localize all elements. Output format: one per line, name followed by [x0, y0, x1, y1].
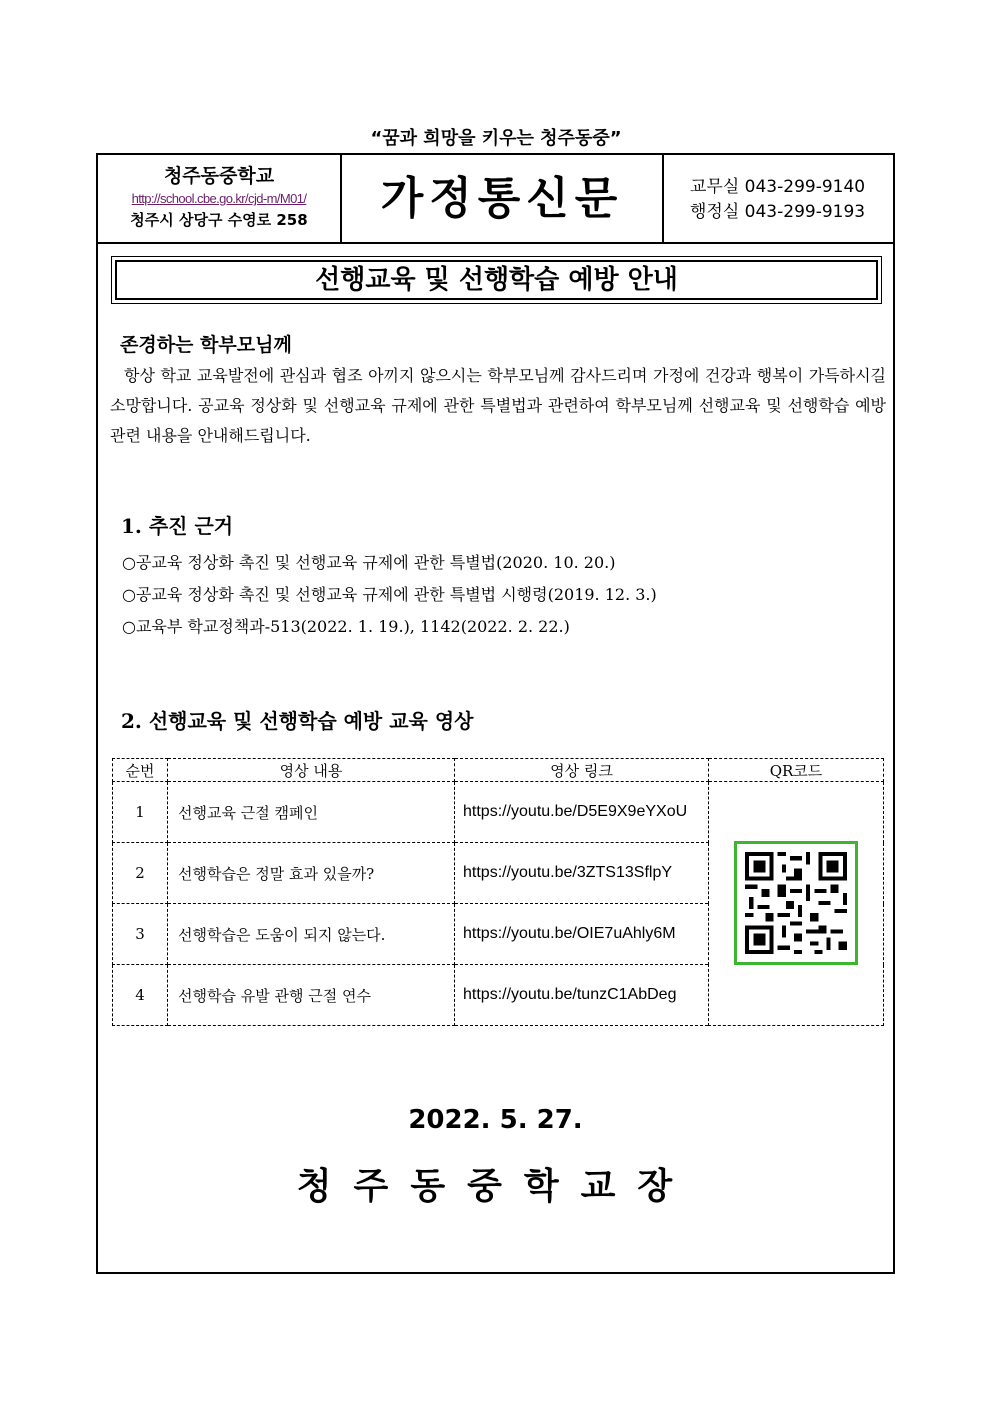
video-link[interactable]: https://youtu.be/tunzC1AbDeg — [455, 965, 709, 1026]
contact-admin: 행정실 043-299-9193 — [690, 202, 866, 222]
contact-academic: 교무실 043-299-9140 — [690, 177, 866, 197]
school-name: 청주동중학교 — [163, 165, 275, 187]
section1-heading: 1. 추진 근거 — [121, 514, 234, 538]
video-link[interactable]: https://youtu.be/OIE7uAhly6M — [455, 904, 709, 965]
basis-item: ○교육부 학교정책과-513(2022. 1. 19.), 1142(2022. 2. 22.) — [122, 617, 570, 636]
row-number: 4 — [113, 965, 168, 1026]
contact-info — [664, 155, 893, 242]
video-title: 선행학습은 도움이 되지 않는다. — [168, 904, 455, 965]
qr-cell — [709, 782, 884, 1026]
school-info — [98, 155, 342, 242]
column-header-content: 영상 내용 — [168, 759, 455, 782]
column-header-no: 순번 — [113, 759, 168, 782]
table-header-row — [113, 759, 884, 782]
newsletter-title: 가정통신문 — [342, 155, 664, 242]
video-title: 선행교육 근절 캠페인 — [168, 782, 455, 843]
row-number: 1 — [113, 782, 168, 843]
greeting: 존경하는 학부모님께 — [120, 334, 292, 356]
newsletter-frame — [96, 153, 895, 1274]
motto: “꿈과 희망을 키우는 청주동중” — [370, 128, 622, 149]
issue-date: 2022. 5. 27. — [408, 1105, 583, 1135]
column-header-qr: QR코드 — [709, 759, 884, 782]
principal-signature: 청주동중학교장 — [296, 1165, 695, 1207]
video-title: 선행학습 유발 관행 근절 연수 — [168, 965, 455, 1026]
row-number: 2 — [113, 843, 168, 904]
video-link[interactable]: https://youtu.be/3ZTS13SflpY — [455, 843, 709, 904]
header — [98, 155, 893, 244]
video-link[interactable]: https://youtu.be/D5E9X9eYXoU — [455, 782, 709, 843]
video-title: 선행학습은 정말 효과 있을까? — [168, 843, 455, 904]
school-url-link[interactable]: http://school.cbe.go.kr/cjd-m/M01/ — [131, 191, 307, 206]
basis-item: ○공교육 정상화 촉진 및 선행교육 규제에 관한 특별법(2020. 10. 20.) — [122, 553, 616, 572]
notice-title-box — [111, 256, 882, 304]
notice-title: 선행교육 및 선행학습 예방 안내 — [115, 260, 878, 300]
section2-heading: 2. 선행교육 및 선행학습 예방 교육 영상 — [121, 709, 474, 733]
qr-code-icon[interactable] — [734, 841, 858, 965]
table-row — [113, 782, 884, 843]
column-header-link: 영상 링크 — [455, 759, 709, 782]
row-number: 3 — [113, 904, 168, 965]
video-table — [112, 758, 884, 1026]
intro-paragraph: 항상 학교 교육발전에 관심과 협조 아끼지 않으시는 학부모님께 감사드리며 가정에 건강과 행복이 가득하시길 소망합니다. 공교육 정상화 및 선행교육 규제에 관한 특별법과 관련하여 학부모님께 선행교육 및 선행학습 예방 관련 내용을 안내해드립니다. — [110, 366, 886, 445]
school-address: 청주시 상당구 수영로 258 — [130, 211, 308, 229]
basis-item: ○공교육 정상화 촉진 및 선행교육 규제에 관한 특별법 시행령(2019. 12. 3.) — [122, 585, 657, 604]
